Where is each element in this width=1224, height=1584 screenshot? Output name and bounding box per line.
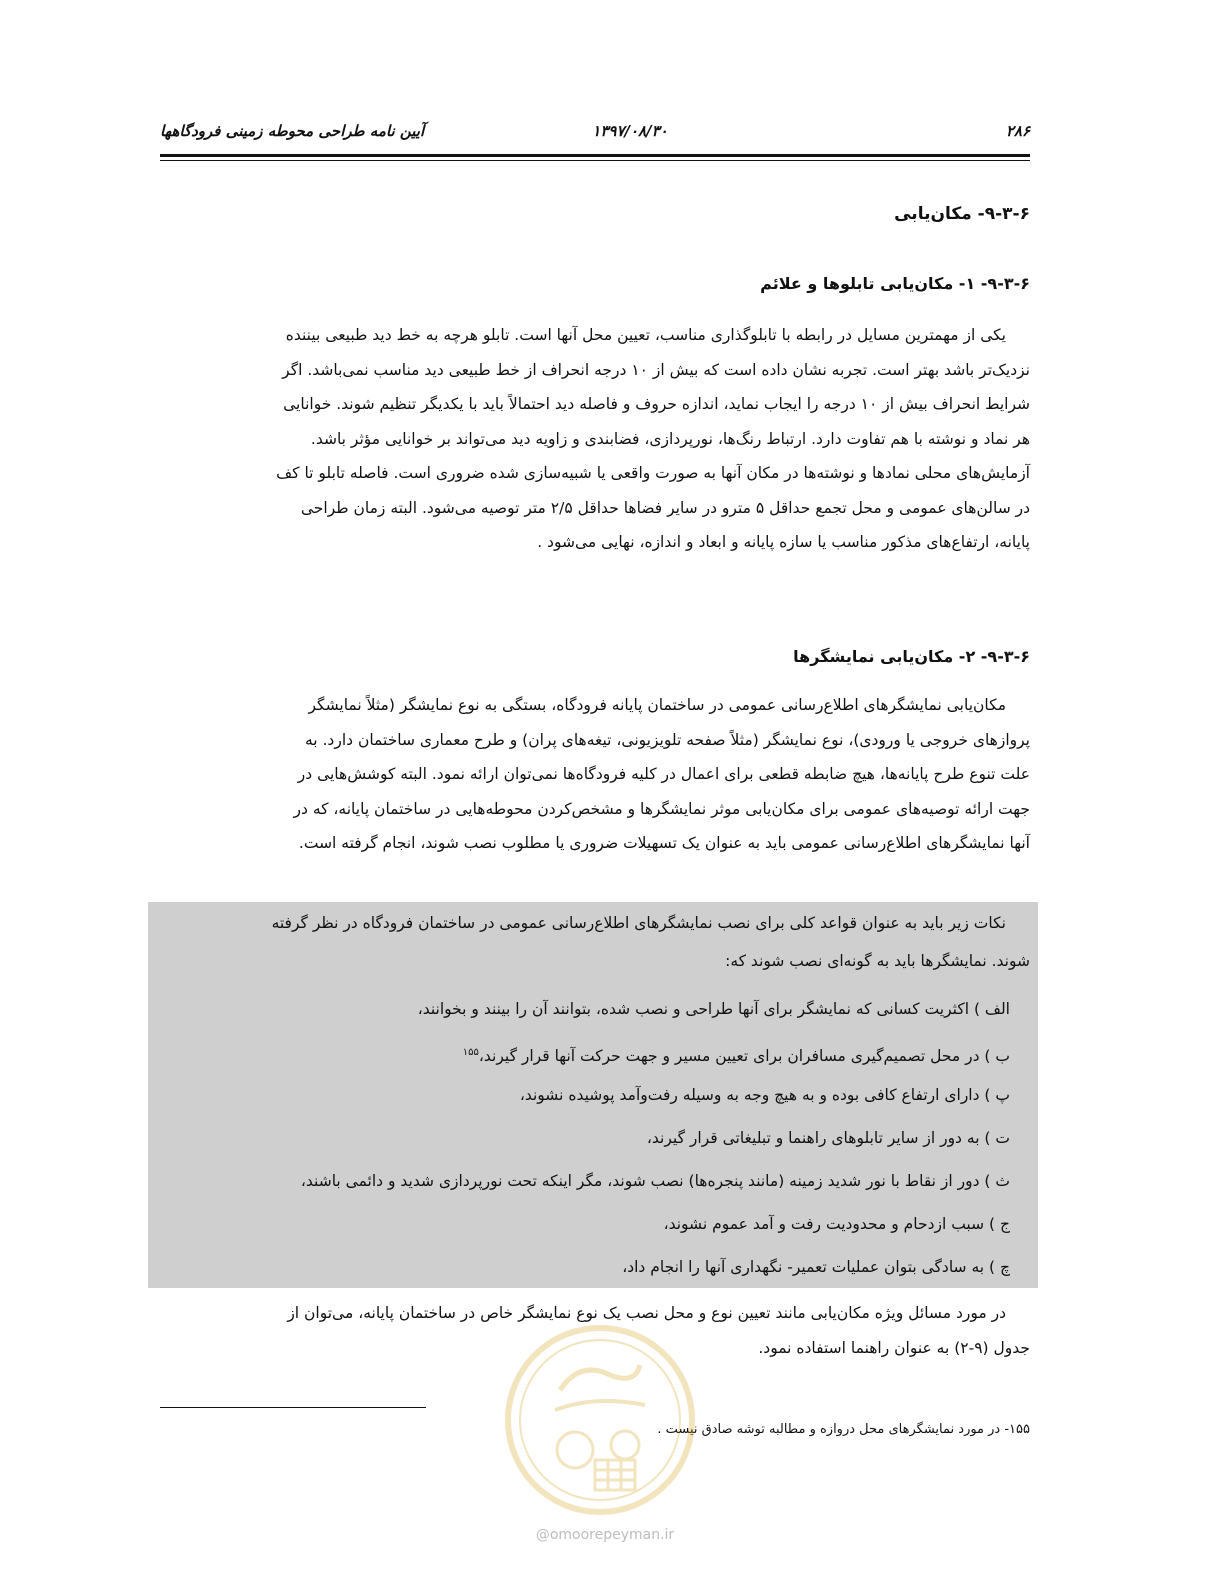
list-item: ت ) به دور از سایر تابلوهای راهنما و تبلیغاتی قرار گیرند،	[646, 1129, 1010, 1147]
paragraph-line: آنها نمایشگرهای اطلاع‌رسانی عمومی باید به عنوان یک تسهیلات ضروری یا مطلوب نصب شوند، انجام گرفته است.	[298, 834, 1030, 852]
footnote-ref[interactable]: ۱۵۵	[462, 1047, 479, 1058]
list-item: الف ) اکثریت کسانی که نمایشگر برای آنها طراحی و نصب شده، بتوانند آن را بینند و بخوانند،	[417, 1000, 1010, 1018]
paragraph-line: نزدیک‌تر باشد بهتر است. تجربه نشان داده است که بیش از ۱۰ درجه انحراف از خط طبیعی دید مناسب نمی‌باشد. اگر	[282, 360, 1030, 379]
intro-line: نکات زیر باید به عنوان قواعد کلی برای نصب نمایشگرهای اطلاع‌رسانی عمومی در ساختمان فرودگاه در نظر گرفته	[271, 914, 1006, 932]
header-rule-thin	[160, 160, 1030, 161]
paragraph-line: در مورد مسائل ویژه مکان‌یابی مانند تعیین نوع و محل نصب یک نوع نمایشگر خاص در ساختمان پایانه، می‌توان از	[287, 1304, 1006, 1322]
list-item	[150, 1031, 1010, 1074]
subsection-1-heading: ۹-۳-۶- ۱- مکان‌یابی تابلوها و علائم	[760, 274, 1030, 293]
list-item: ث ) دور از نقاط با نور شدید زمینه (مانند پنجره‌ها) نصب شوند، مگر اینکه تحت نورپردازی شدید و دائمی باشند،	[300, 1172, 1010, 1190]
watermark-logo-icon	[500, 1320, 700, 1520]
paragraph-line: شرایط انحراف بیش از ۱۰ درجه را ایجاب نماید، اندازه حروف و فاصله دید احتمالاً باید با یکدیگر تنظیم شوند. خوانایی	[283, 395, 1030, 413]
header-date: ۱۳۹۷/۰۸/۳۰	[592, 122, 668, 140]
paragraph-line: جدول (۹-۲) به عنوان راهنما استفاده نمود.	[758, 1338, 1030, 1357]
paragraph-line: علت تنوع طرح پایانه‌ها، هیچ ضابطه قطعی برای اعمال در کلیه فرودگاه‌ها نمی‌توان ارائه نمود. البته کوشش‌هایی در	[297, 765, 1030, 783]
rules-list	[150, 988, 1010, 1289]
list-item: پ ) دارای ارتفاع کافی بوده و به هیچ وجه به وسیله رفت‌وآمد پوشیده نشوند،	[519, 1086, 1010, 1104]
section-heading: ۹-۳-۶- مکان‌یابی	[894, 204, 1030, 224]
footnote: ۱۵۵- در مورد نمایشگرهای محل دروازه و مطالبه توشه صادق نیست .	[657, 1422, 1030, 1437]
watermark-url: @omoorepeyman.ir	[535, 1527, 675, 1543]
list-item-text: ب ) در محل تصمیم‌گیری مسافران برای تعیین مسیر و جهت حرکت آنها قرار گیرند،	[478, 1047, 1010, 1066]
header-rule-thick	[160, 154, 1030, 157]
list-item: چ ) به سادگی بتوان عملیات تعمیر- نگهداری آنها را انجام داد،	[622, 1258, 1010, 1276]
paragraph-line: مکان‌یابی نمایشگرهای اطلاع‌رسانی عمومی در ساختمان پایانه فرودگاه، بستگی به نوع نمایشگر (مثلاً نمایشگر	[308, 696, 1006, 714]
paragraph-line: جهت ارائه توصیه‌های عمومی برای مکان‌یابی موثر نمایشگرها و مشخص‌کردن محوطه‌هایی در ساختمان پایانه، که در	[293, 799, 1030, 818]
paragraph-line: در سالن‌های عمومی و محل تجمع حداقل ۵ مترو در سایر فضاها حداقل ۲/۵ متر توصیه می‌شود. البته زمان طراحی	[300, 498, 1030, 517]
intro-line: شوند. نمایشگرها باید به گونه‌ای نصب شوند که:	[725, 952, 1030, 970]
paragraph-line: پایانه، ارتفاع‌های مذکور مناسب یا سازه پایانه و ابعاد و اندازه، نهایی می‌شود .	[537, 533, 1030, 551]
page-number: ۲۸۶	[1005, 122, 1030, 140]
list-item: ج ) سبب ازدحام و محدودیت رفت و آمد عموم نشوند،	[663, 1215, 1010, 1233]
paragraph-line: هر نماد و نوشته با هم تفاوت دارد. ارتباط رنگ‌ها، نورپردازی، فضابندی و زاویه دید می‌تواند بر خوانایی مؤثر باشد.	[310, 429, 1030, 448]
paragraph-line: یکی از مهمترین مسایل در رابطه با تابلوگذاری مناسب، تعیین محل آنها است. تابلو هرچه به خط دید طبیعی بیننده	[285, 326, 1006, 344]
subsection-2-heading: ۹-۳-۶- ۲- مکان‌یابی نمایشگرها	[793, 647, 1030, 666]
subsection-1-paragraph	[160, 318, 1030, 560]
subsection-2-paragraph	[160, 688, 1030, 861]
highlight-box-intro	[160, 904, 1030, 980]
book-title: آیین نامه طراحی محوطه زمینی فرودگاهها	[160, 122, 425, 140]
footnote-rule	[160, 1407, 426, 1408]
paragraph-line: آزمایش‌های محلی نمادها و نوشته‌ها در مکان آنها به صورت واقعی یا شبیه‌سازی شده ضروری است. فاصله تابلو تا کف	[276, 464, 1030, 482]
page-header	[160, 118, 1030, 148]
paragraph-line: پروازهای خروجی یا ورودی)، نوع نمایشگر (مثلاً صفحه تلویزیونی، تیغه‌های پران) و طرح معماری ساختمان دارد. به	[304, 730, 1030, 749]
